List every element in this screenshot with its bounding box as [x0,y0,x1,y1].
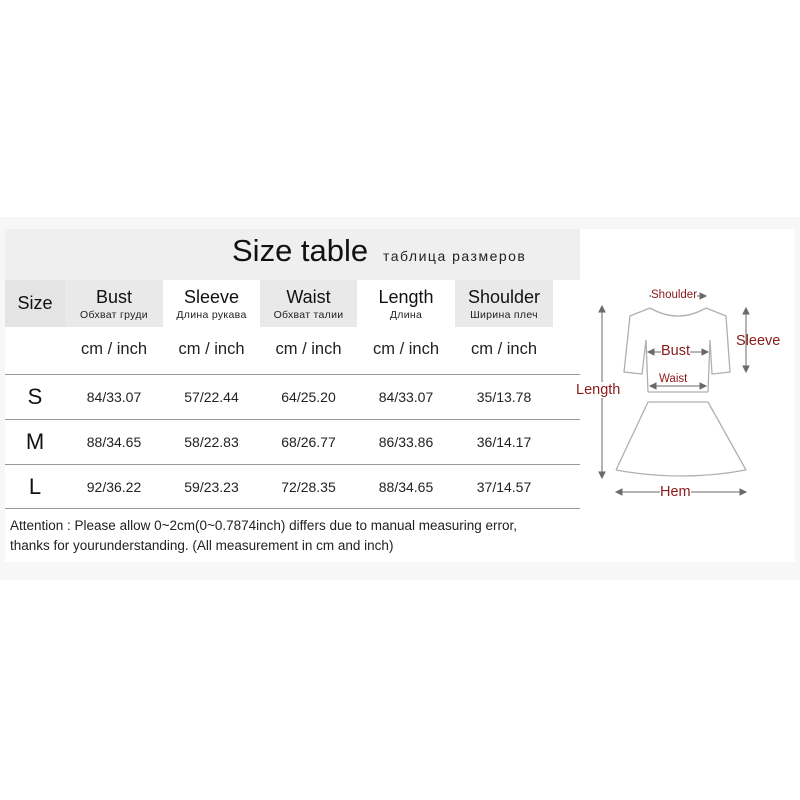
diagram-label-sleeve: Sleeve [736,333,781,349]
table-cell: 88/34.65 [378,479,434,495]
sleeve-header-ru: Длина рукава [176,309,247,321]
waist-header-ru: Обхват талии [273,309,344,321]
table-cell: 57/22.44 [184,389,239,405]
diagram-label-waist: Waist [659,373,688,385]
table-cell: 92/36.22 [86,479,142,495]
table-cell: 72/28.35 [281,479,336,495]
row-divider [5,508,580,509]
bust-column-header [65,280,163,327]
size-label-s: S [27,384,43,409]
length-unit: cm / inch [372,340,440,358]
table-cell: 86/33.86 [378,434,434,450]
length-header-en: Length [378,287,434,307]
length-column-header [357,280,455,327]
page-subtitle: таблица размеров [383,248,527,264]
table-cell: 64/25.20 [281,389,336,405]
attention-note-line2: thanks for yourunderstanding. (All measurement in cm and inch) [10,538,394,553]
bust-header-en: Bust [95,287,133,307]
diagram-label-shoulder: Shoulder [651,289,698,301]
diagram-label-length: Length [576,382,621,398]
table-cell: 84/33.07 [378,389,434,405]
sleeve-unit: cm / inch [178,340,245,358]
diagram-label-hem: Hem [660,484,691,500]
waist-column-header [260,280,357,327]
size-column-header: Size [5,280,65,327]
shoulder-unit: cm / inch [470,340,538,358]
diagram-label-bust: Bust [661,343,691,359]
table-cell: 37/14.57 [476,479,532,495]
sleeve-header-en: Sleeve [183,287,240,307]
table-cell: 68/26.77 [281,434,336,450]
table-cell: 88/34.65 [86,434,142,450]
table-cell: 84/33.07 [86,389,142,405]
table-cell: 58/22.83 [184,434,239,450]
page-title: Size table [232,233,369,268]
size-label-m: M [25,429,45,454]
sleeve-column-header [163,280,260,327]
bust-header-ru: Обхват груди [80,309,148,321]
table-cell: 36/14.17 [476,434,532,450]
waist-unit: cm / inch [275,340,342,358]
shoulder-header-ru: Ширина плеч [470,309,538,321]
row-divider [5,419,580,420]
waist-header-en: Waist [286,287,331,307]
shoulder-column-header [455,280,553,327]
shoulder-header-en: Shoulder [467,287,541,307]
table-cell: 59/23.23 [184,479,239,495]
dress-diagram [576,280,781,502]
row-divider [5,464,580,465]
bust-unit: cm / inch [80,340,148,358]
length-header-ru: Длина [389,309,423,321]
table-cell: 35/13.78 [476,389,532,405]
row-divider [5,374,580,375]
attention-note-line1: Attention : Please allow 0~2cm(0~0.7874inch) differs due to manual measuring error, [10,518,518,533]
size-label-l: L [28,474,42,499]
